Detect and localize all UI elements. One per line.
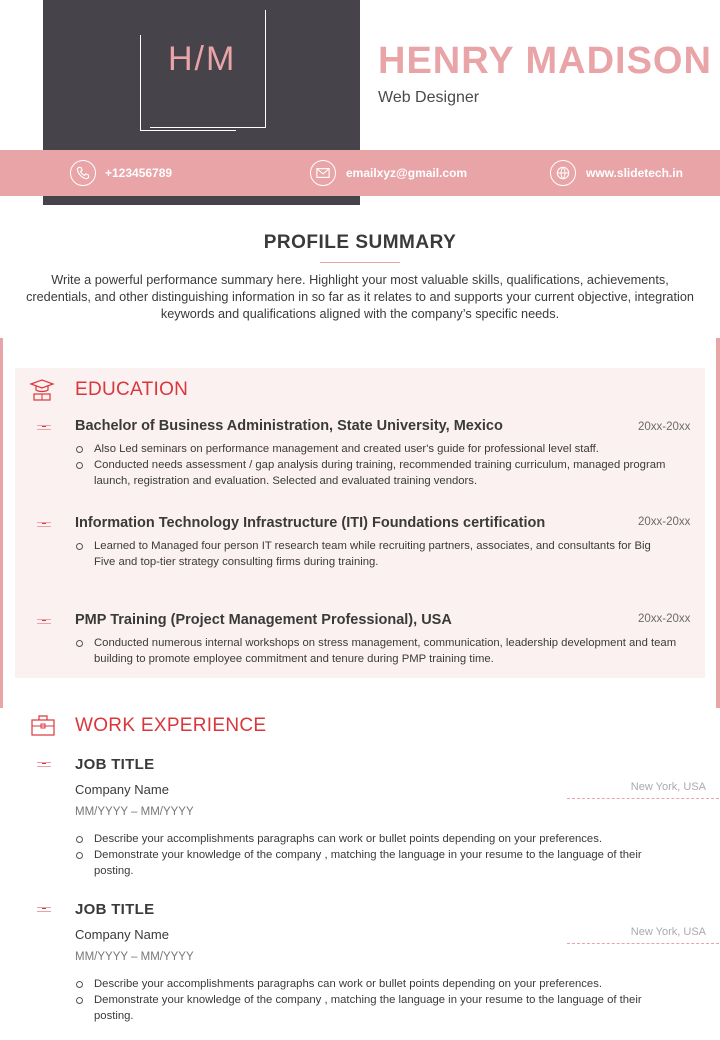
job-location: New York, USA <box>630 781 706 793</box>
email-icon <box>310 160 336 186</box>
profile-summary-text: Write a powerful performance summary here. Highlight your most valuable skills, qualifications, achievements, credentials, and other distinguishing information in so far as it relates to and supports your current objective, integration keywords and qualifications aligned with the company’s specific needs. <box>26 273 694 321</box>
bullet-item: Demonstrate your knowledge of the company , matching the language in your resume to the language of their posting. <box>75 847 665 879</box>
contact-email[interactable]: emailxyz@gmail.com <box>346 166 468 180</box>
bullet-item: Conducted needs assessment / gap analysis during training, recommended training curriculum, managed program launch, registration and evaluation. Selected and evaluated training vendors. <box>75 457 675 489</box>
education-entry-date: 20xx-20xx <box>638 613 691 625</box>
job-dates: MM/YYYY – MM/YYYY <box>75 806 194 818</box>
profile-summary-title: PROFILE SUMMARY <box>263 232 457 253</box>
entry-marker <box>37 425 51 430</box>
graduation-cap-icon <box>29 377 55 401</box>
education-entry-title: Information Technology Infrastructure (ITI) Foundations certification <box>75 515 546 531</box>
job-title: JOB TITLE <box>75 901 155 918</box>
job-dates: MM/YYYY – MM/YYYY <box>75 951 194 963</box>
bullet-item: Describe your accomplishments paragraphs can work or bullet points depending on your preferences. <box>75 976 665 992</box>
contact-phone[interactable]: +123456789 <box>105 166 173 180</box>
location-divider <box>567 943 719 944</box>
entry-marker <box>37 522 51 527</box>
contact-website[interactable]: www.slidetech.in <box>586 166 683 180</box>
job-location: New York, USA <box>630 926 706 938</box>
candidate-name: HENRY MADISON <box>378 40 712 82</box>
location-divider <box>567 798 719 799</box>
candidate-role: Web Designer <box>378 89 480 106</box>
profile-title-underline <box>320 262 400 263</box>
education-entry-date: 20xx-20xx <box>638 421 691 433</box>
work-experience-title: WORK EXPERIENCE <box>75 715 267 736</box>
education-entry-date: 20xx-20xx <box>638 516 691 528</box>
bullet-item: Conducted numerous internal workshops on stress management, communication, leadership development and team building to promote employee commitment and tenure during PMP training time. <box>75 635 685 667</box>
entry-marker <box>37 619 51 624</box>
monogram-text: H/M <box>168 40 237 78</box>
bullet-item: Describe your accomplishments paragraphs can work or bullet points depending on your preferences. <box>75 831 665 847</box>
education-entry-title: Bachelor of Business Administration, State University, Mexico <box>75 418 503 434</box>
briefcase-icon <box>30 713 56 737</box>
bullet-item: Demonstrate your knowledge of the company , matching the language in your resume to the language of their posting. <box>75 992 665 1024</box>
entry-marker <box>37 762 51 767</box>
phone-icon <box>70 160 96 186</box>
education-entry-bullets <box>75 441 675 489</box>
company-name: Company Name <box>75 927 169 942</box>
education-entry-bullets <box>75 538 675 570</box>
education-entry-title: PMP Training (Project Management Professional), USA <box>75 612 452 628</box>
globe-icon <box>550 160 576 186</box>
monogram-logo <box>168 40 248 79</box>
education-side-bar-left <box>0 338 3 708</box>
job-bullets <box>75 976 665 1024</box>
education-side-bar-right <box>716 338 720 708</box>
company-name: Company Name <box>75 782 169 797</box>
bullet-item: Learned to Managed four person IT research team while recruiting partners, associates, and consultants for Big Five and top-tier strategy consulting firms during training. <box>75 538 675 570</box>
job-title: JOB TITLE <box>75 756 155 773</box>
bullet-item: Also Led seminars on performance management and created user's guide for professional level staff. <box>75 441 675 457</box>
entry-marker <box>37 907 51 912</box>
job-bullets <box>75 831 665 879</box>
education-title: EDUCATION <box>75 379 189 400</box>
education-entry-bullets <box>75 635 685 667</box>
